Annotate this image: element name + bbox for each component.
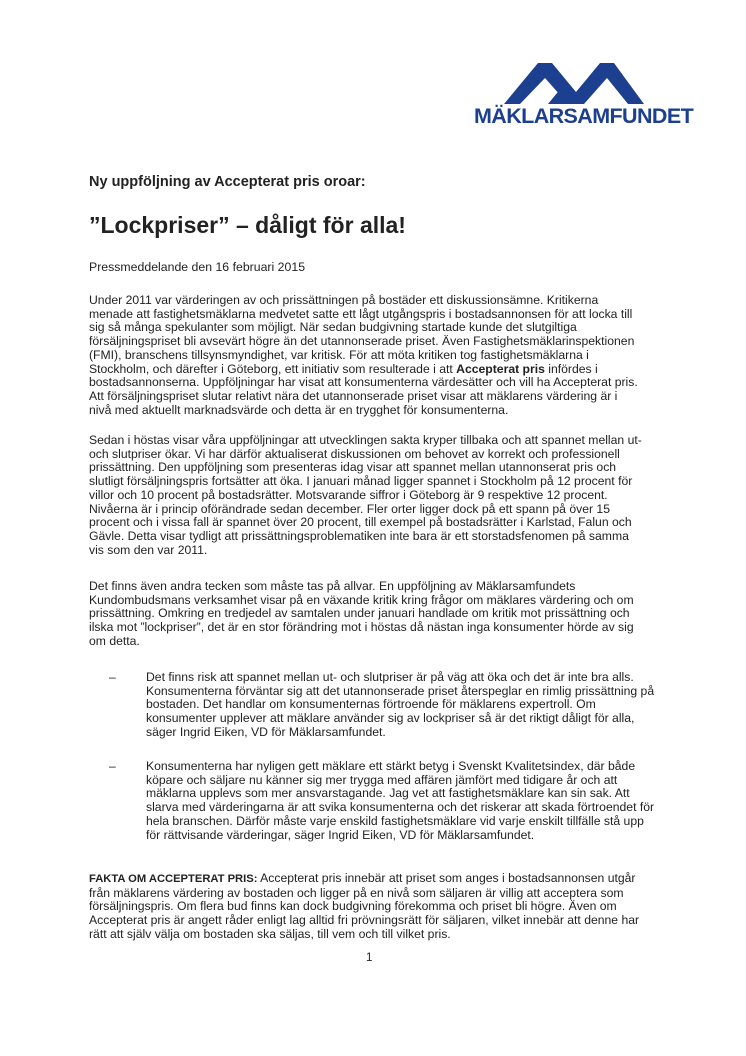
press-release-date: Pressmeddelande den 16 februari 2015 (89, 260, 306, 274)
text-line: konsumenter upplever att mäklare använder sig av lockpriser så är det riktigt dåligt för alla, (146, 711, 635, 726)
text-line: nivå med aktuellt marknadsvärde och detta är en trygghet för konsumenterna. (89, 402, 509, 417)
text-line: säger Ingrid Eiken, VD för Mäklarsamfundet. (146, 724, 386, 739)
quote-body (146, 671, 654, 740)
text-line: bostadsannonserna. Uppföljningar har visat att konsumenterna värdesätter och vill ha Accepterat pris. (89, 375, 638, 390)
text-line: Konsumenterna förväntar sig att det utannonserade priset återspeglar en rimlig prissättning på (146, 683, 655, 698)
paragraph-followup (89, 434, 664, 557)
text-line: Konsumenterna har nyligen gett mäklare ett stärkt betyg i Svenskt Kvalitetsindex, där både (146, 759, 636, 773)
text-line (89, 872, 664, 887)
text-line: slarva med värderingarna är att svika konsumenterna och det riskerar att skada förtroendet för (146, 800, 655, 815)
text-line (89, 363, 664, 377)
maklarsamfundet-logo (474, 60, 694, 134)
text-line: Det finns även andra tecken som måste tas på allvar. En uppföljning av Mäklarsamfundets (89, 579, 576, 593)
kicker-heading: Ny uppföljning av Accepterat pris oroar: (89, 174, 366, 190)
text-line: för rättvisande värderingar, säger Ingrid Eiken, VD för Mäklarsamfundet. (146, 827, 535, 842)
text-segment: Stockholm, och därefter i Göteborg, ett initiativ som resulterade i att (89, 361, 457, 376)
bullet-dash: – (109, 670, 116, 684)
paragraph-intro (89, 294, 664, 417)
text-line: försäljningspris. Om flera bud finns kan dock budgivning förekomma och priset bli högre. Även om (89, 899, 617, 914)
paragraph-signals (89, 580, 664, 649)
text-line: Kundombudsmans verksamhet visar på en växande kritik kring frågor om mäklares värdering och om (89, 592, 634, 607)
text-line: Under 2011 var värderingen av och prissättningen på bostäder ett diskussionsämne. Kritikerna (89, 293, 599, 307)
text-line: slutligt försäljningspris fortsätter att öka. I januari månad ligger spannet i Stockholm på 12 procent för (89, 474, 633, 489)
logo-roof-icon (504, 60, 644, 104)
text-segment: infördes i (544, 361, 598, 376)
text-line: Accepterat pris är angett råder enligt lag alltid fri prövningsrätt för säljaren, vilket innebär att denne har (89, 913, 640, 928)
text-line: (FMI), branschens tillsynsmyndighet, var kritisk. För att möta kritiken tog fastighetsmäklarna i (89, 347, 589, 362)
text-line: Det finns risk att spannet mellan ut- och slutpriser är på väg att öka och det är inte bra alls. (146, 670, 634, 684)
text-segment: Accepterat pris innebär att priset som anges i bostadsannonsen utgår (257, 871, 636, 885)
text-line: rätt att själv välja om bostaden ska säljas, till vem och till vilket pris. (89, 926, 451, 941)
text-line: Att försäljningspriset slutar relativt nära det utannonserade priset visar att mäklarens värdering är i (89, 388, 618, 403)
text-line: menade att fastighetsmäklarna medvetet satte ett lågt utgångspris i bostadsannonsen för att locka till (89, 306, 633, 321)
logo-wordmark: MÄKLARSAMFUNDET (474, 104, 694, 128)
text-line: prissättning. Omkring en tredjedel av samtalen under januari handlade om kritik mot prissättning och (89, 606, 630, 621)
text-line: hela branschen. Därför måste varje enskild fastighetsmäklare vid varje enskilt tillfälle stå upp (146, 813, 644, 828)
text-line: från mäklarens värdering av bostaden och ligger på en nivå som säljaren är villig att acceptera som (89, 885, 624, 900)
text-line: mäklarna upplevs som mer ansvarstagande. Jag vet att fastighetsmäklare kan sin sak. Att (146, 786, 630, 801)
quote-body (146, 760, 654, 842)
text-line: procent och i vissa fall är spannet över 20 procent, till exempel på bostadsrätter i Karlstad, Falun och (89, 515, 632, 530)
page-number: 1 (366, 952, 373, 964)
emphasis-accepterat-pris: Accepterat pris (456, 361, 545, 376)
text-line: villor och 10 procent på bostadsrätter. Motsvarande siffror i Göteborg är 9 respektive 12 procent. (89, 487, 608, 502)
text-line: vis som den var 2011. (89, 542, 208, 557)
fact-box (89, 872, 664, 942)
page-title: ”Lockpriser” – dåligt för alla! (89, 212, 406, 238)
text-line: om detta. (89, 633, 140, 648)
text-line: bostaden. Det handlar om konsumenternas förtroende för mäklarens expertroll. Om (146, 697, 596, 712)
text-line: ilska mot ”lockpriser”, det är en stor förändring mot i höstas då nästan inga konsumenter hörde av sig (89, 620, 634, 635)
text-line: försäljningspriset bli avsevärt högre än det utannonserade priset. Även Fastighetsmäklarinspektionen (89, 334, 635, 349)
text-line: Nivåerna är i princip oförändrade sedan december. Fler orter ligger dock på ett spann på över 15 (89, 501, 610, 516)
text-line: Sedan i höstas visar våra uppföljningar att utvecklingen sakta kryper tillbaka och att spannet mellan ut- (89, 433, 642, 447)
bullet-dash: – (109, 759, 116, 773)
text-line: Gävle. Detta visar tydligt att prissättningsproblematiken inte bara är ett storstadsfenomen på samma (89, 528, 629, 543)
text-line: sig så många spekulanter som möjligt. När sedan budgivning startade kunde det slutgiltiga (89, 320, 577, 335)
text-line: och slutpriser ökar. Vi har därför aktualiserat diskussionen om behovet av korrekt och professionell (89, 446, 620, 461)
text-line: prissättning. Den uppföljning som presenteras idag visar att spannet mellan utannonserat pris och (89, 460, 617, 475)
fact-label: FAKTA OM ACCEPTERAT PRIS: (89, 873, 258, 885)
text-line: köpare och säljare nu känner sig mer trygga med affären jämfört med tidigare år och att (146, 772, 618, 787)
